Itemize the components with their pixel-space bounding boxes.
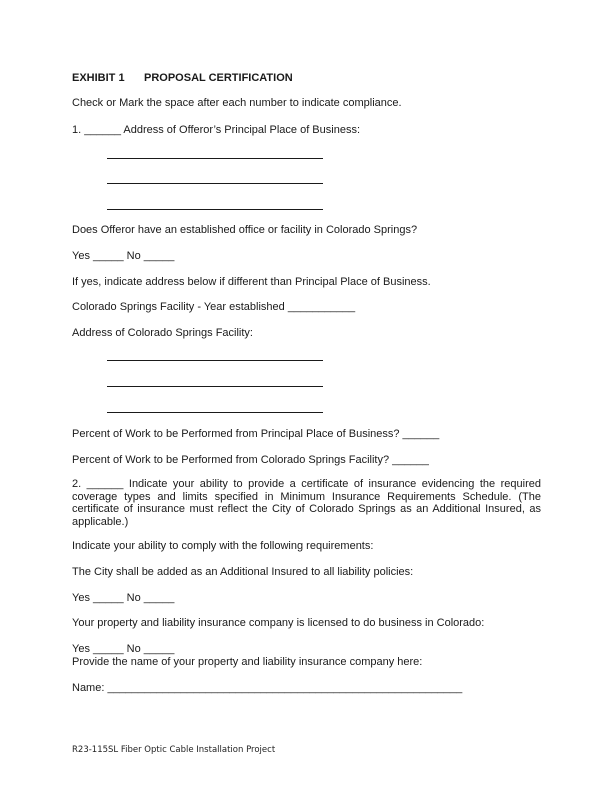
year-established-field: Colorado Springs Facility - Year established ___________ — [72, 301, 356, 313]
colorado-address-line-1[interactable] — [107, 360, 323, 361]
licensed-colorado-text: Your property and liability insurance company is licensed to do business in Colorado: — [72, 617, 485, 629]
principal-address-line-3[interactable] — [107, 209, 323, 210]
exhibit-heading: PROPOSAL CERTIFICATION — [144, 72, 293, 84]
exhibit-title — [72, 72, 293, 85]
additional-insured-text: The City shall be added as an Additional Insured to all liability policies: — [72, 566, 414, 578]
percent-colorado-field: Percent of Work to be Performed from Colorado Springs Facility? ______ — [72, 454, 429, 466]
if-yes-instruction: If yes, indicate address below if different than Principal Place of Business. — [72, 276, 431, 288]
insurance-company-name-field: Name: __________________________________________________________ — [72, 682, 463, 694]
question-colorado-office: Does Offeror have an established office or facility in Colorado Springs? — [72, 224, 418, 236]
item-1-principal-address: 1. ______ Address of Offeror’s Principal Place of Business: — [72, 124, 360, 136]
indicate-ability-text: Indicate your ability to comply with the following requirements: — [72, 540, 374, 552]
colorado-address-line-3[interactable] — [107, 412, 323, 413]
item-2-insurance-paragraph: 2. ______ Indicate your ability to provide a certificate of insurance evidencing the required coverage types and limits specified in Minimum Insurance Requirements Schedule. (The certificate of insurance must reflect the City of Colorado Springs as an Additional Insured, as applicable.) — [72, 478, 541, 528]
yes-no-licensed: Yes _____ No _____ — [72, 643, 175, 655]
percent-principal-field: Percent of Work to be Performed from Principal Place of Business? ______ — [72, 428, 440, 440]
yes-no-colorado-office: Yes _____ No _____ — [72, 250, 175, 262]
principal-address-line-1[interactable] — [107, 158, 323, 159]
instruction-text: Check or Mark the space after each number to indicate compliance. — [72, 97, 402, 109]
colorado-address-label: Address of Colorado Springs Facility: — [72, 327, 253, 339]
provide-name-text: Provide the name of your property and liability insurance company here: — [72, 656, 423, 668]
colorado-address-line-2[interactable] — [107, 386, 323, 387]
principal-address-line-2[interactable] — [107, 183, 323, 184]
footer-project-name: R23-115SL Fiber Optic Cable Installation Project — [72, 745, 276, 755]
exhibit-number: EXHIBIT 1 — [72, 72, 125, 84]
yes-no-additional-insured: Yes _____ No _____ — [72, 592, 175, 604]
